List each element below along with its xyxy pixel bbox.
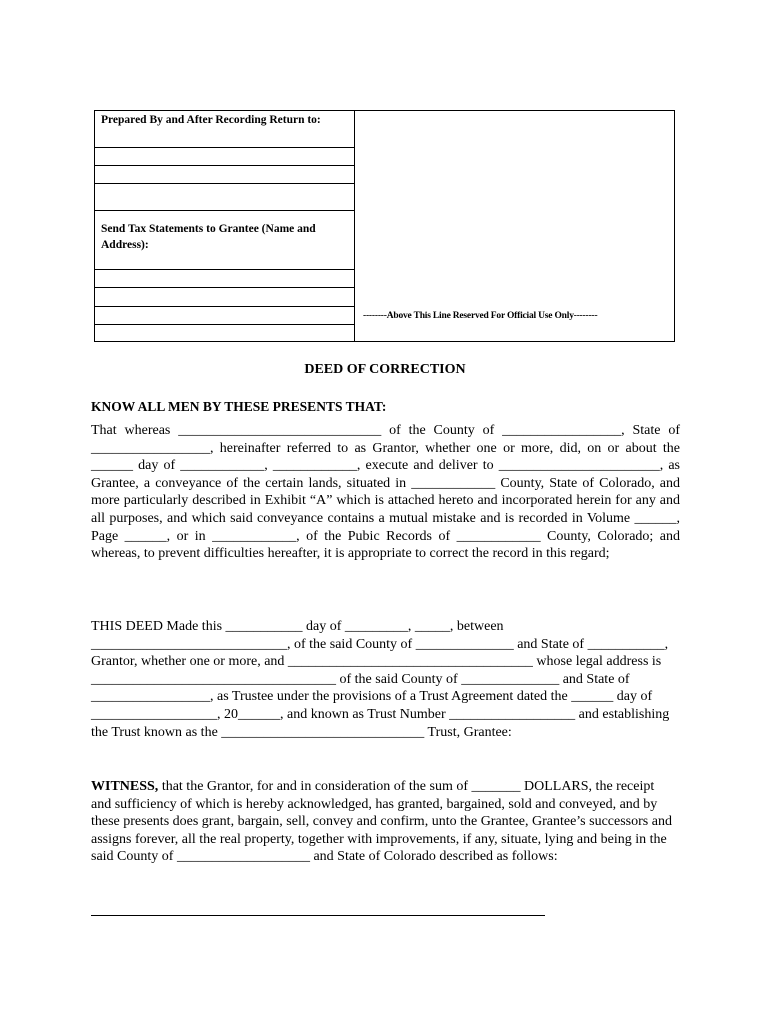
witness-text: [91, 778, 676, 866]
return-address-line-2: [95, 165, 354, 166]
tax-address-line-1: [95, 269, 354, 270]
recording-header-box: [94, 110, 675, 342]
send-tax-label: Send Tax Statements to Grantee (Name and Address):: [101, 223, 316, 251]
property-description-line: [91, 915, 545, 916]
witness-paragraph: [91, 778, 676, 866]
recording-info-column: [95, 111, 355, 341]
whereas-text: That whereas _____________________________ of the County of _________________, State of _________________, hereinafter referred to as Grantor, whether one or more, did, on or about the ______ day of ____________, ____________, execute and deliver to _______________________, as Grantee, a conveyance of the certain lands, situated in ____________ County, State of Colorado, and more particularly described in Exhibit “A” which is attached hereto and incorporated herein for any and all purposes, and which said conveyance contains a mutual mistake and is recorded in Volume ______, Page ______, or in ____________, of the Pubic Records of ____________ County, Colorado; and whereas, to prevent difficulties hereafter, it is appropriate to correct the record in this regard;: [91, 423, 680, 562]
deed-text: THIS DEED Made this ___________ day of _________, _____, between ____________________________, of the said County of ______________ and State of ___________, Grantor, whether one or more, and ___________________________________ whose legal address is ___________________________________ of the said County of ______________ and State of _________________, as Trustee under the provisions of a Trust Agreement dated the ______ day of __________________, 20______, and known as Trust Number __________________ and establishing the Trust known as the _____________________________ Trust, Grantee:: [91, 619, 670, 740]
return-address-line-3: [95, 183, 354, 184]
document-title: DEED OF CORRECTION: [304, 362, 466, 377]
return-address-line-1: [95, 147, 354, 148]
witness-lead: WITNESS,: [91, 779, 159, 794]
know-all-heading: KNOW ALL MEN BY THESE PRESENTS THAT:: [91, 399, 387, 414]
tax-address-line-4: [95, 324, 354, 325]
tax-address-line-3: [95, 306, 354, 307]
tax-address-line-2: [95, 287, 354, 288]
witness-body: that the Grantor, for and in consideration of the sum of _______ DOLLARS, the receipt and sufficiency of which is hereby acknowledged, has granted, bargained, sold and conveyed, and by these presents does grant, bargain, sell, convey and confirm, unto the Grantee, Grantee’s successors and assigns forever, all the real property, together with improvements, if any, situate, lying and being in the said County of ___________________ and State of Colorado described as follows:: [91, 779, 672, 865]
whereas-paragraph: [91, 422, 680, 563]
deed-paragraph: [91, 618, 671, 741]
return-address-line-4: [95, 210, 354, 211]
prepared-by-label: Prepared By and After Recording Return to:: [101, 114, 321, 126]
official-use-notice: --------Above This Line Reserved For Official Use Only--------: [363, 311, 598, 321]
